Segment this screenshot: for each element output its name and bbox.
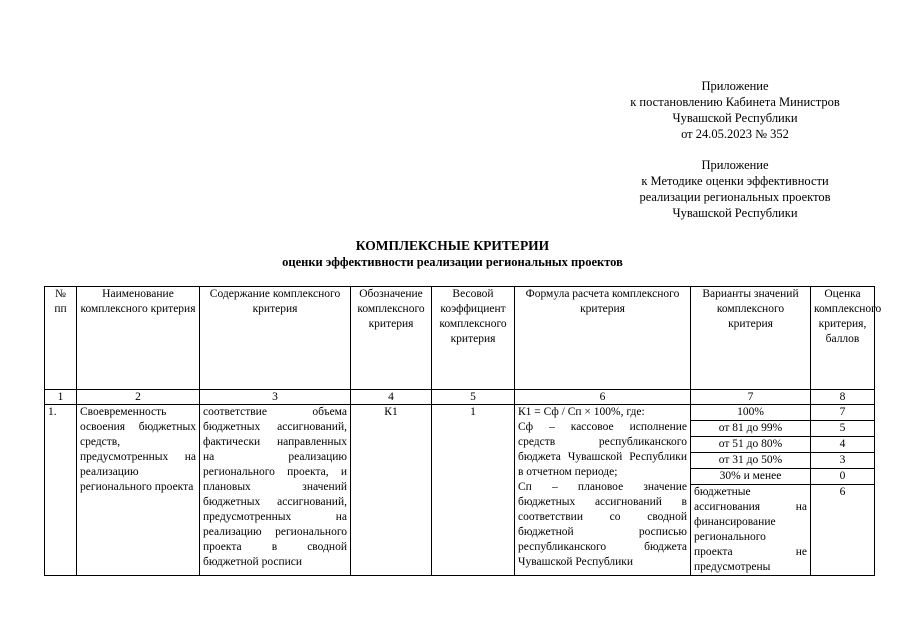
column-number: 2 xyxy=(77,390,200,405)
formula-cf-definition: Сф – кассовое исполнение средств республиканского бюджета Чувашской Республики в отчетном периоде; xyxy=(518,421,687,478)
variant-score: 7 xyxy=(811,405,874,421)
appendix-block-methodology xyxy=(560,157,905,221)
appendix-line: от 24.05.2023 № 352 xyxy=(681,127,789,141)
variant-value: 30% и менее xyxy=(691,469,810,485)
variant-score: 6 xyxy=(839,486,846,498)
variant-value: 100% xyxy=(691,405,810,421)
appendix-line: к постановлению Кабинета Министров xyxy=(630,95,840,109)
table-header-row xyxy=(45,287,875,390)
table-row xyxy=(45,405,875,576)
scores-list xyxy=(811,405,874,500)
variant-value: бюджетные ассигнования на финансирование регионального проекта не предусмотрены xyxy=(694,486,807,573)
variants-cell xyxy=(691,405,811,576)
column-number: 6 xyxy=(515,390,691,405)
variant-value: от 81 до 99% xyxy=(691,421,810,437)
document-subtitle: оценки эффективности реализации региональных проектов xyxy=(282,255,623,269)
criterion-weight: 1 xyxy=(432,405,515,576)
criterion-name: Своевременность освоения бюджетных средств, предусмотренных на реализацию регионального проекта xyxy=(77,405,200,576)
appendix-line: Чувашской Республики xyxy=(672,206,798,220)
appendix-line: реализации региональных проектов xyxy=(639,190,831,204)
header-variants: Варианты значений комплексного критерия xyxy=(691,287,811,390)
column-number: 3 xyxy=(200,390,351,405)
scores-cell xyxy=(811,405,875,576)
variant-value: от 31 до 50% xyxy=(691,453,810,469)
variant-score: 4 xyxy=(811,437,874,453)
criterion-content: соответствие объема бюджетных ассигнований, фактически направленных на реализацию регионального проекта, и плановых значений бюджетных ассигнований, предусмотренных на реализацию регионального проекта в сводной бюджетной росписи xyxy=(200,405,351,576)
variant-value: от 51 до 80% xyxy=(691,437,810,453)
column-number: 4 xyxy=(351,390,432,405)
header-formula: Формула расчета комплексного критерия xyxy=(515,287,691,390)
column-number: 7 xyxy=(691,390,811,405)
formula-expression: К1 = Сф / Сп × 100%, где: xyxy=(518,406,645,418)
header-score: Оценка комплексного критерия, баллов xyxy=(811,287,875,390)
appendix-line: Приложение xyxy=(701,79,769,93)
column-number-row xyxy=(45,390,875,405)
column-number: 8 xyxy=(811,390,875,405)
formula-cp-definition: Сп – плановое значение бюджетных ассигнований в соответствии со сводной бюджетной росписью республиканского бюджета Чувашской Республики xyxy=(518,481,687,568)
criteria-table xyxy=(44,286,882,576)
variant-score: 5 xyxy=(811,421,874,437)
variant-score: 3 xyxy=(811,453,874,469)
variant-score: 0 xyxy=(811,469,874,485)
appendix-block-resolution xyxy=(560,78,905,142)
appendix-line: к Методике оценки эффективности xyxy=(641,174,829,188)
column-number: 1 xyxy=(45,390,77,405)
criterion-formula xyxy=(515,405,691,576)
header-number: № пп xyxy=(45,287,77,390)
header-weight: Весовой коэффициент комплексного критерия xyxy=(432,287,515,390)
column-number: 5 xyxy=(432,390,515,405)
appendix-line: Приложение xyxy=(701,158,769,172)
header-name: Наименование комплексного критерия xyxy=(77,287,200,390)
header-designation: Обозначение комплексного критерия xyxy=(351,287,432,390)
variants-list xyxy=(691,405,810,575)
header-content: Содержание комплексного критерия xyxy=(200,287,351,390)
criterion-designation: К1 xyxy=(351,405,432,576)
row-number: 1. xyxy=(45,405,77,576)
document-title: КОМПЛЕКСНЫЕ КРИТЕРИИ xyxy=(355,238,550,253)
appendix-line: Чувашской Республики xyxy=(672,111,798,125)
